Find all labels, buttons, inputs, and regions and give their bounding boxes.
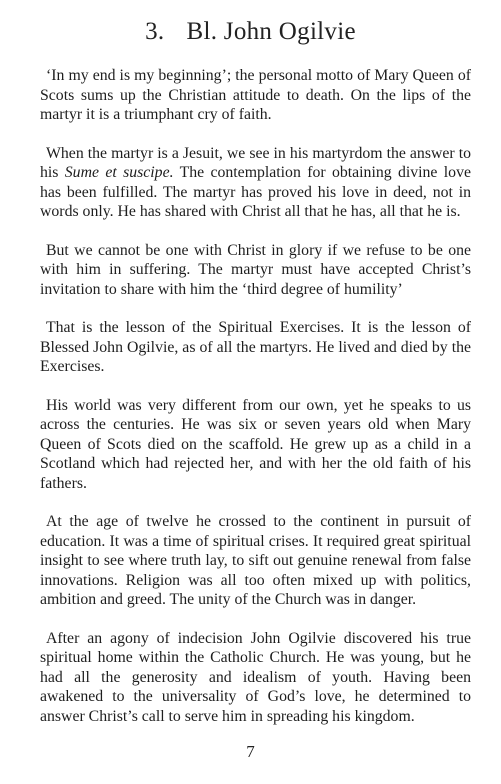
latin-phrase: Sume et suscipe.	[64, 164, 174, 181]
chapter-heading	[0, 18, 501, 46]
paragraph-lesson: That is the lesson of the Spiritual Exercises. It is the lesson of Blessed John Ogilvie, as of all the martyrs. He lived and died by the Exercises.	[40, 319, 471, 375]
paragraph-motto: ‘In my end is my beginning’; the personal motto of Mary Queen of Scots sums up the Christian attitude to death. On the lips of the martyr it is a triumphant cry of faith.	[40, 67, 471, 123]
paragraph-conversion: After an agony of indecision John Ogilvie discovered his true spiritual home within the Catholic Church. He was young, but he had all the generosity and idealism of youth. Having been awakened to the universality of God’s love, he determined to answer Christ’s call to serve him in spreading his kingdom.	[40, 629, 471, 725]
paragraph-text: When the martyr is a Jesuit, we see in his martyrdom the answer to his	[40, 144, 471, 181]
paragraph-jesuit-martyr	[40, 144, 471, 222]
body-text	[40, 66, 471, 726]
paragraph-text: The contemplation for obtaining divine love has been fulfilled. The martyr has proved his love in deed, not in words only. He has shared with Christ all that he has, all that he is.	[40, 164, 471, 220]
paragraph-his-world: His world was very different from our own, yet he speaks to us across the centuries. He was six or seven years old when Mary Queen of Scots died on the scaffold. He grew up as a child in a Scotland which had rejected her, and with her the old faith of his fathers.	[40, 396, 471, 492]
page-number: 7	[246, 742, 255, 761]
paragraph-education: At the age of twelve he crossed to the continent in pursuit of education. It was a time of spiritual crises. It required great spiritual insight to see where truth lay, to sift out genuine renewal from false innovations. Religion was all too often mixed up with politics, ambition and greed. The unity of the Church was in danger.	[40, 513, 471, 608]
chapter-title: Bl. John Ogilvie	[186, 18, 356, 45]
paragraph-suffering: But we cannot be one with Christ in glory if we refuse to be one with him in suffering. The martyr must have accepted Christ’s invitation to share with him the ‘third degree of humility’	[40, 241, 471, 298]
chapter-number: 3.	[145, 18, 165, 45]
